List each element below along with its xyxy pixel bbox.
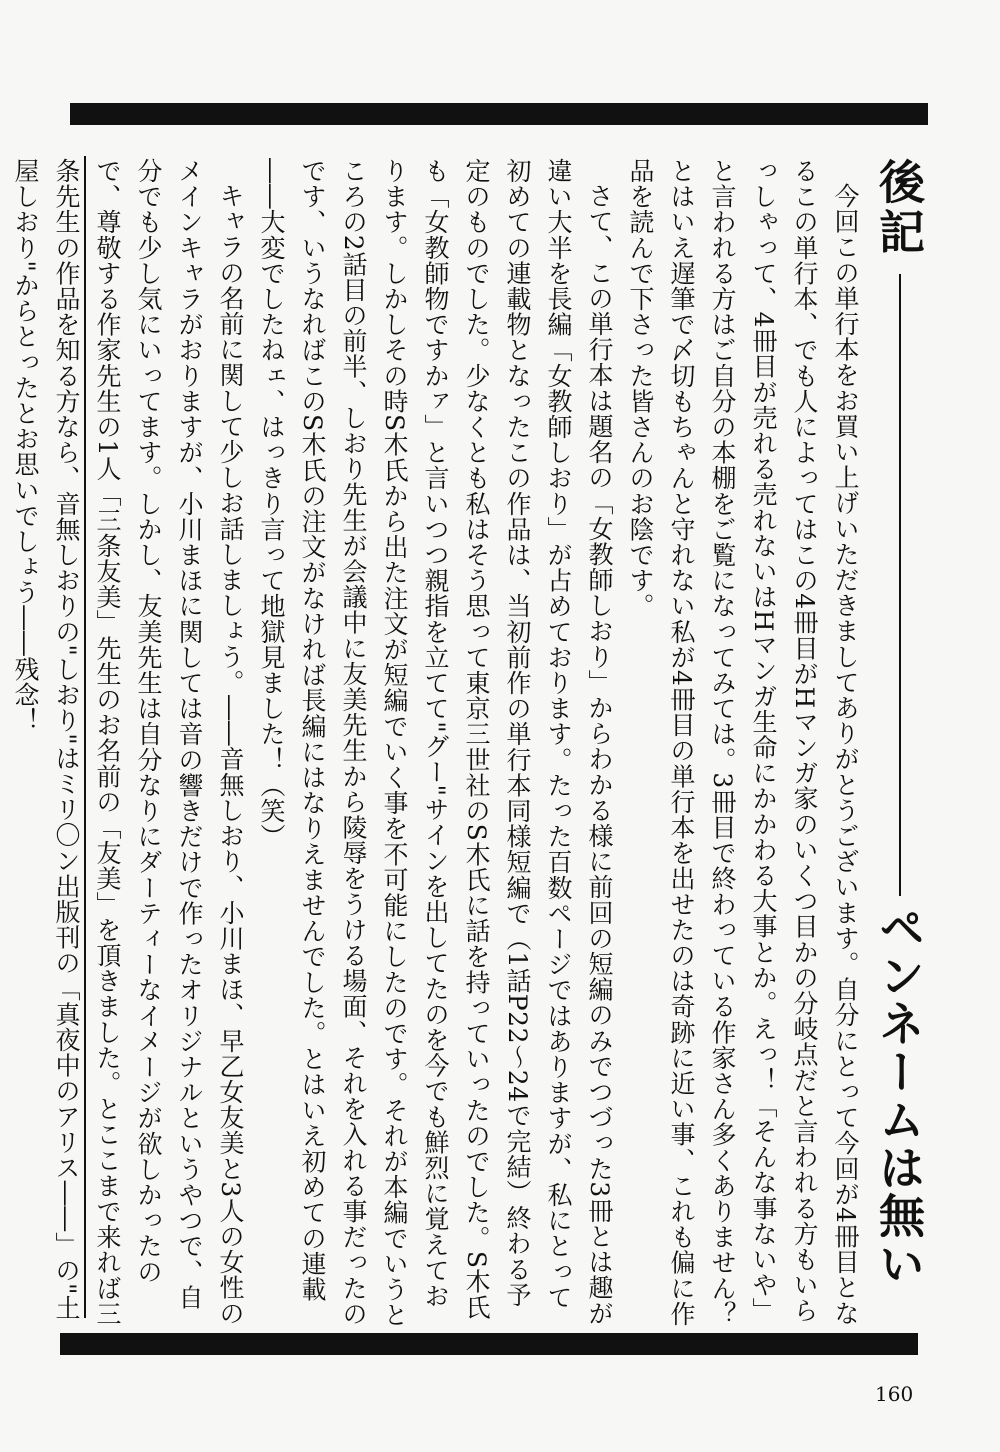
afterword-title: 後記 [872, 158, 926, 258]
afterword-body [11, 158, 866, 1328]
title-divider [899, 274, 901, 896]
paragraph-3: キャラの名前に関して少しお話しましょう。――音無しおり、小川まほ、早乙女友美と3人の女性のメインキャラがおりますが、小川まほに関しては音の響きだけで作ったオリジナルというやつで、自分でも少し気にいってます。しかし、友美先生は自分なりにダーティーなイメージが欲しかったので、尊敬する作家先生の1人「三条友美」先生のお名前の「友美」を頂きました。とここまで来れば三条先生の作品を知る方なら、音無しおりの"しおり"はミリ〇ン出版刊の「真夜中のアリス――」の"土屋しおり"からとったとお思いでしょう――残念！ [11, 158, 245, 1327]
section-title: ペンネームは無い [872, 904, 926, 1288]
left-margin-rule [84, 156, 86, 1318]
page-number: 160 [875, 1382, 914, 1406]
paragraph-2: さて、この単行本は題名の「女教師しおり」からわかる様に前回の短編のみでつづった3冊とは趣が違い大半を長編「女教師しおり」が占めております。たった百数ページではありますが、私にとって初めての連載物となったこの作品は、当初前作の単行本同様短編で（1話P22～24で完結）終わる予定のものでした。少なくとも私はそう思って東京三世社のS木氏に話を持っていったのでした。S木氏も「女教師物ですかァ」と言いつつ親指を立てて"グー"サインを出してたのを今でも鮮烈に覚えております。しかしその時S木氏から出た注文が短編でいく事を不可能にしたのです。それが本編でいうところの2話目の前半、しおり先生が会議中に友美先生から陵辱をうける場面、それを入れる事だったのです、いうなればこのS木氏の注文がなければ長編にはなりえませんでした。とはいえ初めての連載――大変でしたねェ、はっきり言って地獄見ました！（笑） [257, 158, 614, 1328]
bottom-rule [60, 1333, 918, 1355]
paragraph-1: 今回この単行本をお買い上げいただきましてありがとうございます。自分にとって今回が4冊目となるこの単行本、でも人によってはこの4冊目がHマンガ家のいくつ目かの分岐点だと言われる方もいらっしゃって、4冊目が売れる売れないはHマンガ生命にかかわる大事とか。えっ！「そんな事ないや」と言われる方はご自分の本棚をご覧になってみては。3冊目で終わっている作家さん多くありません？とはいえ遅筆で〆切もちゃんと守れない私が4冊目の単行本を出せたのは奇跡に近い事、これも偏に作品を読んで下さった皆さんのお陰です。 [626, 158, 860, 1327]
top-rule [70, 103, 928, 125]
